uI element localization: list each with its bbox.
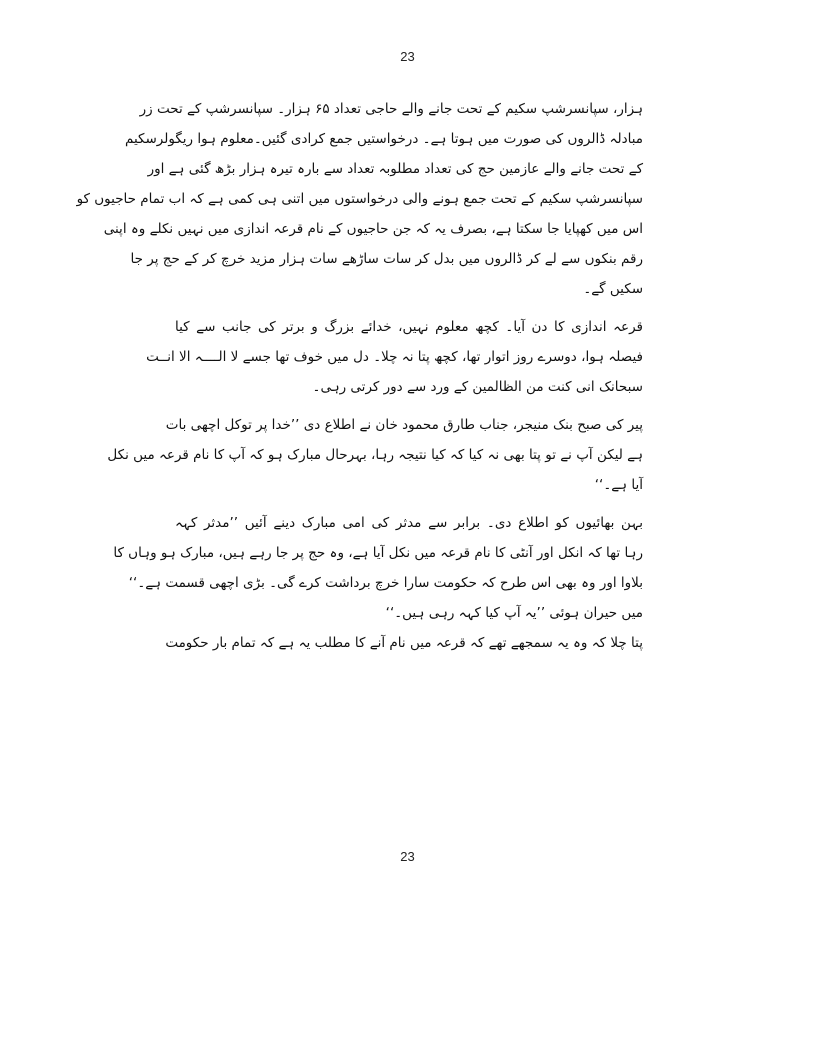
text-line: میں حیران ہوئی ’’یہ آپ کیا کہہ رہی ہیں۔‘‘ <box>385 605 643 621</box>
text-line: پیر کی صبح بنک منیجر، جناب طارق محمود خان نے اطلاع دی ’’خدا پر توکل اچھی بات <box>165 417 643 433</box>
text-line: ہزار، سپانسرشپ سکیم کے تحت جانے والے حاجی تعداد ۶۵ ہزار۔ سپانسرشپ کے تحت زر <box>139 101 643 117</box>
paragraph-2 <box>146 312 643 402</box>
text-line: ہے لیکن آپ نے تو پتا بھی نہ کیا کہ کیا نتیجہ رہا، بہرحال مبارک ہو کہ آپ کا نام قرعہ میں نکل <box>107 447 643 463</box>
paragraph-4 <box>113 508 643 598</box>
text-line: اس میں کھپایا جا سکتا ہے، بصرف یہ کہ جن حاجیوں کے نام قرعہ اندازی میں نہیں نکلے وہ اپنی <box>103 221 643 237</box>
paragraph-6 <box>165 628 643 658</box>
text-line: آیا ہے۔‘‘ <box>594 477 643 493</box>
paragraph-3 <box>107 410 643 500</box>
text-line: کے تحت جانے والے عازمین حج کی تعداد مطلوبہ تعداد سے بارہ تیرہ ہزار بڑھ گئی ہے اور <box>147 161 643 177</box>
text-line: قرعہ اندازی کا دن آیا۔ کچھ معلوم نہیں، خدائے بزرگ و برتر کی جانب سے کیا <box>175 319 643 335</box>
paragraph-1 <box>76 94 643 304</box>
text-line: رقم بنکوں سے لے کر ڈالروں میں بدل کر سات ساڑھے سات ہزار مزید خرچ کر کے حج پر جا <box>130 251 643 267</box>
paragraph-5 <box>175 598 643 628</box>
page-number-top: 23 <box>400 49 415 64</box>
text-line: پتا چلا کہ وہ یہ سمجھے تھے کہ قرعہ میں نام آنے کا مطلب یہ ہے کہ تمام بار حکومت <box>165 635 643 651</box>
document-body <box>76 94 643 658</box>
text-line: فیصلہ ہوا، دوسرے روز اتوار تھا، کچھ پتا نہ چلا۔ دل میں خوف تھا جسے لا الــــہ الا انــت <box>146 349 643 365</box>
text-line: سکیں گے۔ <box>583 281 643 297</box>
text-line: بہن بھائیوں کو اطلاع دی۔ برابر سے مدثر کی امی مبارک دینے آئیں ’’مدثر کہہ <box>175 515 643 531</box>
text-line: سبحانک انی کنت من الظالمین کے ورد سے دور کرتی رہی۔ <box>312 379 643 395</box>
page-number-bottom: 23 <box>400 849 415 864</box>
text-line: سپانسرشپ سکیم کے تحت جمع ہونے والی درخواستوں میں اتنی ہی کمی ہے کہ اب تمام حاجیوں کو <box>76 191 643 207</box>
text-line: مبادلہ ڈالروں کی صورت میں ہوتا ہے۔ درخواستیں جمع کرادی گئیں۔معلوم ہوا ریگولرسکیم <box>124 131 643 147</box>
text-line: بلاوا اور وہ بھی اس طرح کہ حکومت سارا خرچ برداشت کرے گی۔ بڑی اچھی قسمت ہے۔‘‘ <box>128 575 643 591</box>
text-line: رہا تھا کہ انکل اور آنٹی کا نام قرعہ میں نکل آیا ہے، وہ حج پر جا رہے ہیں، مبارک ہو وہاں کا <box>113 545 643 561</box>
